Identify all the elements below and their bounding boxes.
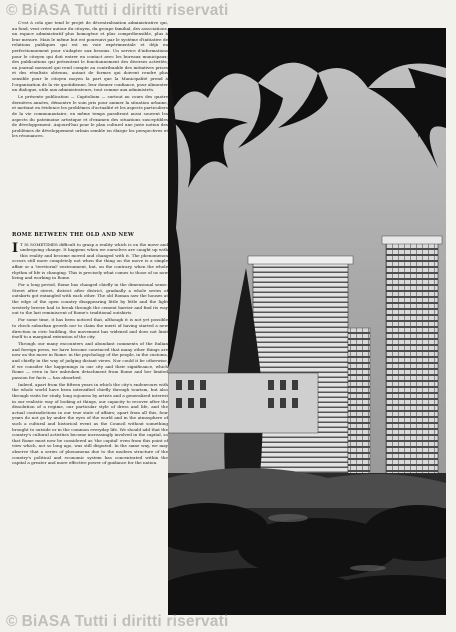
french-text-column	[12, 20, 168, 140]
paragraph: Indeed, apart from the fifteen years in which the city's endeavours with the whole world have been intensified chiefly through tourism, but also through visits for study, long sojourns by artists and a generalized interest in our realistic way of looking at things, our capacity to recover after the dissolution of a regime, our particular style of dress and life, and the actual contradictions in our true state of affairs; apart from all this, four years do not go by under the eyes of the world and in the atmosphere of such a cultural and historical event as the Council without something brought to outside or in the common everyday life. We should add that the country's cultural activities become increasingly involved in the capital, so that Rome must now be considered as 'the capital' even from this point of view which, not so long ago, was still disputed. In the same way, we may observe that a series of phenomena due to the modern structure of the country's political and economic system has concentrated within the capital a greater and more effective power of guidance for the nation.	[12, 381, 168, 466]
tower-center	[253, 263, 348, 478]
paragraph	[12, 242, 168, 281]
tower-right	[386, 243, 438, 493]
paragraph: For a long period, Rome has changed chiefly in the dimensional sense. Street after street, district after district, gradually a whole series of outskirts got entangled with each other. The old Roman saw the houses at the edge of the open country disappearing little by little and the light westerly breeze had to break through the cement barrier and find its way out to the last reminiscent of Rome's traditional outskirts.	[12, 282, 168, 316]
paragraph: For some time, it has been noticed that, although it is not yet possible to check suburban growth nor to claim the merit of having started a new direction in civic building, the movement has widened and does not limit itself to a marginal extension of the city.	[12, 317, 168, 340]
english-article-column	[12, 233, 168, 467]
watermark-bottom-text: BiASA Tutti i diritti riservati	[21, 613, 229, 630]
paragraph: C'est à cela que tend le projet de décentralisation administrative qui, au fond, veut créer autour du citoyen, du groupe familial, des associations, un espace administratif plus homogène et plus compréhensible, plus à leur mesure. Mais le même but est poursuivi par le système d'initiative de relations publiques qui est en voie expérimentale et déjà en perfectionnement pour s'adapter aux besoins. Un service d'informations pour le citoyen qui doit entrer en contact avec les bureaux municipaux; des publications qui présentent le fonctionnement des diverses activités; un journal mensuel qui rend compte au contribuable des initiatives prises et des résultats obtenus, autant de formes qui doivent rendre plus sensible pour le citoyen moyen la part que la Municipalité prend à l'organisation de la vie quotidienne, leur donner confiance, pour alimenter un dialogue, utile aux administrateurs, tout comme aux administrés.	[12, 20, 168, 93]
article-heading: ROME BETWEEN THE OLD AND NEW	[12, 232, 135, 238]
drop-cap: I	[12, 240, 19, 256]
photo-modern-rome-towers	[168, 28, 446, 615]
paragraph: Le présente publication — Capitolium — surtout au cours des quatre dernières années, démontre le soin pris pour animer la situation urbaine, et mettant en évidence les problèmes d'actualité et les aspects particuliers de la vie communautaire, en même temps paraîtront aussi souvent les aspects du patrimoine artistique et d'examen des situations susceptibles de développement. Aujourd'hui pour le plan culturel une juste notion des problèmes de développement urbain semble en élargir les perspectives et les résonances.	[12, 94, 168, 139]
paragraph: Through our many encounters and abundant comments of the Italian and foreign press, we have become convinced that many other things are now on the move in Rome: in the psychology of the people, in the customs, and chiefly in the way of judging distant views. Nor could it be otherwise, if we consider the happenings in our city and their significance, which Rome — even in her unbroken detachment from Rome and her limited passion for facts — has absorbed.	[12, 341, 168, 380]
watermark-top-text: BiASA Tutti i diritti riservati	[21, 2, 229, 19]
watermark-top	[6, 2, 450, 20]
photo-illustration	[168, 28, 446, 615]
paragraph-text: T IS SOMETIMES difficult to grasp a reality which is on the move and undergoing change. It happens when we ourselves are caught up with this reality and become moved and changed with it. The phenomenon occurs still more completely not when the thing on the move is a simple affair or a 'territorial' environment, but, on the contrary, when the whole rhythm of life is changing. This is precisely what comes to those of us now living and working in Rome.	[12, 241, 168, 281]
copyright-icon: ©	[6, 613, 18, 630]
watermark-bottom	[6, 613, 450, 631]
copyright-icon: ©	[6, 2, 18, 19]
